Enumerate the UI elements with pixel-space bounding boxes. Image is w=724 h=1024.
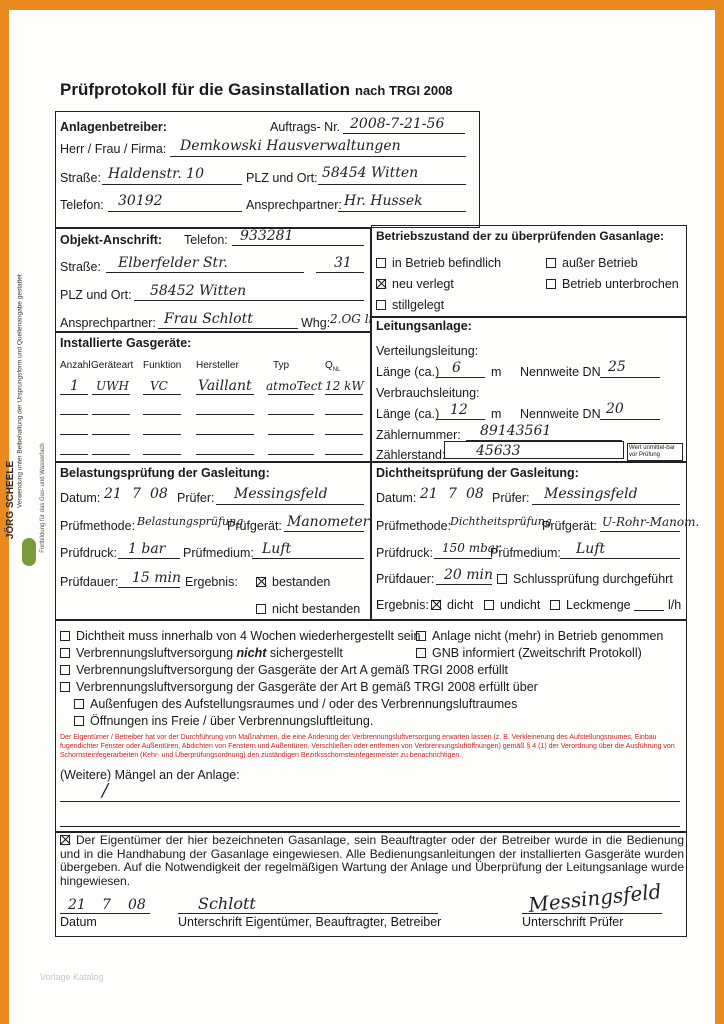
status-shut-down[interactable]: stillgelegt [376,299,444,312]
dist-dn-label: Nennweite DN [520,365,601,379]
checkbox-icon[interactable] [484,600,494,610]
operator-street-value[interactable]: Haldenstr. 10 [108,166,204,182]
firm-label: Herr / Frau / Firma: [60,142,167,156]
load-result-passed[interactable]: bestanden [256,576,330,589]
check-type-a[interactable]: Verbrennungsluftversorgung der Gasgeräte der Art A gemäß TRGI 2008 erfüllt [60,664,508,677]
tight-method-value[interactable]: Dichtheitsprüfung [450,515,552,528]
dist-dn-value[interactable]: 25 [608,359,626,375]
device-field-line [196,454,254,455]
checkbox-icon[interactable] [497,574,507,584]
device-field-line [143,454,181,455]
load-medium-value[interactable]: Luft [262,541,292,557]
check-air-not-ensured[interactable]: Verbrennungsluftversorgung nicht sichergestellt [60,647,343,660]
device-field-line [325,414,363,415]
operator-contact-value[interactable]: Hr. Hussek [344,193,423,209]
side-usage-note: Verwendung unter Beibehaltung der Ursprungsform und Quellenangabe gestattet [16,274,24,509]
load-medium-label: Prüfmedium: [183,546,254,560]
object-phone-value[interactable]: 933281 [240,228,294,244]
tight-device-value[interactable]: U-Rohr-Manom. [602,515,700,529]
operator-zip-value[interactable]: 58454 Witten [322,165,419,181]
device-field-line [196,414,254,415]
device-field-line [92,394,130,395]
load-device-label: Prüfgerät: [227,519,282,533]
check-not-operated[interactable]: Anlage nicht (mehr) in Betrieb genommen [416,630,663,643]
object-contact-value[interactable]: Frau Schlott [164,311,253,327]
checkbox-icon[interactable] [60,648,70,658]
checkbox-checked-icon[interactable] [256,577,266,587]
checkbox-checked-icon[interactable] [376,279,386,289]
device-function[interactable]: VC [150,379,168,393]
cons-dn-value[interactable]: 20 [606,401,624,417]
device-field-line [143,434,181,435]
object-zip-value[interactable]: 58452 Witten [150,283,247,299]
tight-tester-value[interactable]: Messingsfeld [544,486,638,502]
tight-test-section [371,462,687,620]
checkbox-icon[interactable] [74,699,84,709]
device-field-line [325,434,363,435]
owner-signature[interactable]: Schlott [198,894,256,913]
checkbox-icon[interactable] [256,604,266,614]
device-field-line [92,434,130,435]
checkbox-icon[interactable] [546,258,556,268]
device-count[interactable]: 1 [70,378,79,394]
object-heading: Objekt-Anschrift: [60,233,163,247]
devices-section [55,332,371,462]
device-power[interactable]: 12 kW [325,379,364,393]
operator-contact-label: Ansprechpartner: [246,198,342,212]
tight-date-month[interactable]: 7 [448,486,457,502]
load-duration-value[interactable]: 15 min [132,570,182,586]
tight-date-year[interactable]: 08 [466,486,484,502]
checkbox-icon[interactable] [376,300,386,310]
meter-no-label: Zählernummer: [376,428,461,442]
load-date-year[interactable]: 08 [150,486,168,502]
load-pressure-value[interactable]: 1 bar [128,541,166,557]
page-title-suffix: nach TRGI 2008 [355,83,453,98]
checkbox-icon[interactable] [74,716,84,726]
checkbox-icon[interactable] [60,665,70,675]
operator-zip-label: PLZ und Ort: [246,171,318,185]
defects-label: (Weitere) Mängel an der Anlage: [60,768,240,782]
load-method-value[interactable]: Belastungsprüfung [137,515,244,528]
legal-notice: Der Eigentümer / Betreiber hat vor der Durchführung von Maßnahmen, die eine Änderung der Verbrennungsluftversorgung erwarten lassen (z. B. Verkleinerung des Aufstellungsraumes, Einbau fugendichter Fenster oder Außentüren, Abdichten von Fenstern und Außentüren, Verschließen oder entfernen von Verbrennungsluftöffnungen) gemäß § 4 (1) der Verordnung über die Ausführung von Schornsteinfegerarbeiten (Kehr- und Überprüfungsordnung) den zuständigen Bezirksschornsteinfegermeister zu benachrichtigen. [60,734,675,759]
load-result-failed[interactable]: nicht bestanden [256,603,360,616]
page-border-top [0,0,724,10]
tight-medium-value[interactable]: Luft [576,541,606,557]
load-duration-label: Prüfdauer: [60,575,119,589]
status-newly-laid[interactable]: neu verlegt [376,278,454,291]
device-field-line [268,454,314,455]
device-field-line [92,454,130,455]
dist-length-label: Länge (ca.) [376,365,440,379]
operator-heading: Anlagenbetreiber: [60,120,167,134]
device-field-line [60,434,88,435]
sign-date-label: Datum [60,915,97,929]
consumption-label: Verbrauchsleitung: [376,386,480,400]
device-field-line [268,434,314,435]
cons-length-unit: m [491,407,502,421]
col-count: Anzahl [60,360,91,371]
page-border-right [715,0,724,1024]
col-type: Typ [273,360,290,371]
dist-length-value[interactable]: 6 [452,360,461,376]
sign-date-day[interactable]: 21 [68,897,86,913]
load-method-label: Prüfmethode: [60,519,136,533]
order-value[interactable]: 2008-7-21-56 [350,116,445,132]
load-device-value[interactable]: Manometer [287,514,370,530]
operator-phone-value[interactable]: 30192 [118,193,163,209]
status-heading: Betriebszustand der zu überprüfenden Gasanlage: [376,229,665,243]
check-type-b[interactable]: Verbrennungsluftversorgung der Gasgeräte der Art B gemäß TRGI 2008 erfüllt über [60,681,538,694]
load-test-heading: Belastungsprüfung der Gasleitung: [60,466,270,480]
tight-duration-label: Prüfdauer: [376,572,435,586]
devices-heading: Installierte Gasgeräte: [60,336,192,350]
device-field-line [143,414,181,415]
object-house-no[interactable]: 31 [334,255,352,271]
tight-device-label: Prüfgerät: [542,519,597,533]
owner-sign-label: Unterschrift Eigentümer, Beauftragter, Betreiber [178,915,442,929]
defects-value[interactable]: / [102,780,109,801]
checkbox-icon[interactable] [376,258,386,268]
dist-length-unit: m [491,365,502,379]
order-label: Auftrags- Nr. [270,120,341,134]
tight-leak-amount[interactable]: Leckmenge [550,599,631,612]
tight-medium-label: Prüfmedium: [490,546,561,560]
meter-state-label: Zählerstand: [376,448,446,462]
device-field-line [268,394,314,395]
device-kind[interactable]: UWH [96,379,129,393]
tight-duration-value[interactable]: 20 min [444,567,494,583]
side-logo [22,538,36,566]
pipeline-heading: Leitungsanlage: [376,319,472,333]
tight-tester-label: Prüfer: [492,491,530,505]
device-field-line [268,414,314,415]
tight-result-tight[interactable]: dicht [431,599,473,612]
tight-test-heading: Dichtheitsprüfung der Gasleitung: [376,466,579,480]
checkbox-icon[interactable] [550,600,560,610]
cons-length-value[interactable]: 12 [450,402,468,418]
operator-street-label: Straße: [60,171,101,185]
tight-date-label: Datum: [376,491,417,505]
device-field-line [196,394,254,395]
check-outer-joints[interactable]: Außenfugen des Aufstellungsraumes und / oder des Verbrennungsluftraumes [74,698,517,711]
distribution-label: Verteilungsleitung: [376,344,479,358]
object-phone-label: Telefon: [184,233,228,247]
meter-note: Wert unmittel-bar vor Prüfung [627,443,683,461]
device-field-line [143,394,181,395]
object-street-value[interactable]: Elberfelder Str. [118,255,228,271]
tight-pressure-label: Prüfdruck: [376,546,433,560]
object-zip-label: PLZ und Ort: [60,288,132,302]
sign-date-year[interactable]: 08 [128,897,146,913]
device-field-line [196,434,254,435]
load-date-day[interactable]: 21 [104,486,122,502]
device-field-line [92,414,130,415]
status-interrupted[interactable]: Betrieb unterbrochen [546,278,679,291]
col-power: $Q_{NL}$ [325,360,341,373]
object-contact-label: Ansprechpartner: [60,316,156,330]
sign-date-month[interactable]: 7 [102,897,111,913]
firm-value[interactable]: Demkowski Hausverwaltungen [180,138,401,154]
tight-pressure-value[interactable]: 150 mbar [442,541,501,555]
tester-sign-label: Unterschrift Prüfer [522,915,624,929]
watermark: Vorlage Katalog [40,972,104,982]
col-function: Funktion [143,360,182,371]
checkbox-icon[interactable] [546,279,556,289]
instruction-text: Der Eigentümer der hier bezeichneten Gasanlage, sein Beauftragter oder der Betreiber wurde in die Bedienung und in die Handhabung der Gasanlage eingewiesen. Alle Bedienungsanleitungen der installierten Gasgeräte wurden übergeben. Auf die Notwendigkeit der regelmäßigen Wartung der Anlage und Überprüfung der Leitungsanlage wurde hingewiesen. [60,833,684,888]
checkbox-checked-icon[interactable] [60,835,70,845]
checkbox-icon[interactable] [60,682,70,692]
operator-phone-label: Telefon: [60,198,104,212]
status-in-operation[interactable]: in Betrieb befindlich [376,257,501,270]
device-maker[interactable]: Vaillant [198,378,252,394]
tight-leak-unit: l/h [668,598,682,612]
side-brand: JÖRG SCHEELE [5,460,17,540]
load-result-label: Ergebnis: [185,575,238,589]
tight-date-day[interactable]: 21 [420,486,438,502]
device-field-line [325,394,363,395]
meter-state-field[interactable] [444,441,624,459]
side-brand-sub: Fortbildung für das Gas- und Wasserfach [39,443,46,553]
device-field-line [60,454,88,455]
device-field-line [60,394,88,395]
checkbox-icon[interactable] [60,631,70,641]
cons-dn-label: Nennweite DN [520,407,601,421]
meter-state-value[interactable]: 45633 [476,443,521,459]
col-maker: Hersteller [196,360,239,371]
load-tester-label: Prüfer: [177,491,215,505]
status-out-of-operation[interactable]: außer Betrieb [546,257,638,270]
object-street-label: Straße: [60,260,101,274]
load-pressure-label: Prüfdruck: [60,546,117,560]
checkbox-icon[interactable] [416,631,426,641]
object-apt-value[interactable]: 2.OG li [330,312,373,326]
object-apt-label: Whg: [301,316,331,330]
load-tester-value[interactable]: Messingsfeld [234,486,328,502]
load-date-label: Datum: [60,491,101,505]
meter-no-value[interactable]: 89143561 [480,423,552,439]
tight-final-check[interactable]: Schlussprüfung durchgeführt [497,573,673,586]
cons-length-label: Länge (ca.) [376,407,440,421]
check-gnb-informed[interactable]: GNB informiert (Zweitschrift Protokoll) [416,647,642,660]
check-restore[interactable]: Dichtheit muss innerhalb von 4 Wochen wiederhergestellt sein [60,630,420,643]
tight-result-leaky[interactable]: undicht [484,599,540,612]
device-type[interactable]: atmoTect [266,379,323,393]
device-field-line [60,414,88,415]
page-title: Prüfprotokoll für die Gasinstallation [60,80,350,99]
check-openings[interactable]: Öffnungen ins Freie / über Verbrennungsluftleitung. [74,715,373,728]
tight-result-label: Ergebnis: [376,598,429,612]
col-kind: Geräteart [91,360,134,371]
device-field-line [325,454,363,455]
checkbox-icon[interactable] [416,648,426,658]
tight-method-label: Prüfmethode: [376,519,452,533]
tester-signature[interactable]: Messingsfeld [527,879,663,917]
load-date-month[interactable]: 7 [132,486,141,502]
checkbox-checked-icon[interactable] [431,600,441,610]
